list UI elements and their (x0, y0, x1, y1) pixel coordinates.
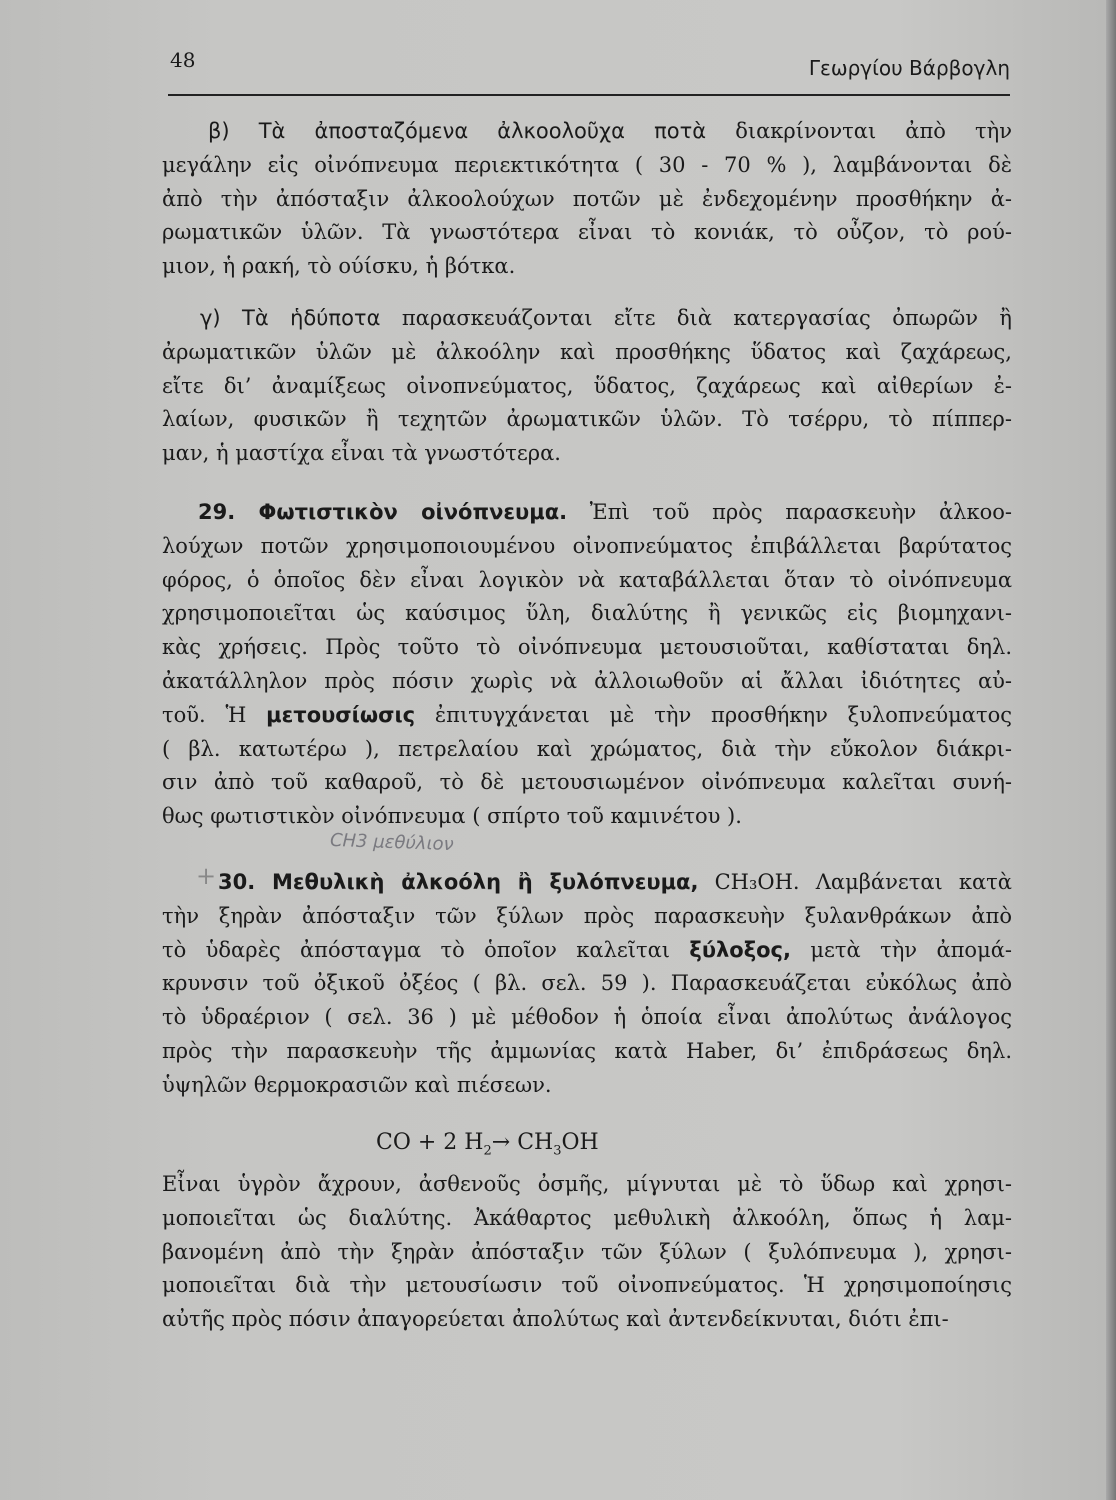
text-line (162, 183, 1012, 217)
text-segment: μοποιεῖται ὡς διαλύτης. Ἀκάθαρτος μεθυλικὴ ἀλκοόλη, ὅπως ἡ λαμ- (162, 1205, 1012, 1230)
text-line (162, 733, 1012, 767)
text-segment: ὑψηλῶν θερμοκρασιῶν καὶ πιέσεων. (162, 1072, 552, 1097)
text-line (162, 336, 1012, 370)
equation-lhs-subscript: 2 (483, 1143, 492, 1159)
text-segment: γ) Τὰ ἡδύποτα (200, 306, 381, 330)
text-segment: β) Τὰ ἀποσταζόμενα ἀλκοολοῦχα ποτὰ (208, 119, 707, 143)
text-segment: τὸ ὑδραέριον ( σελ. 36 ) μὲ μέθοδον ἡ ὁποία εἶναι ἀπολύτως ἀνάλογος (162, 1005, 1012, 1030)
header-rule (168, 94, 1010, 96)
text-segment: διακρίνονται ἀπὸ τὴν (706, 119, 1012, 143)
page-number: 48 (170, 48, 196, 72)
text-segment: μαν, ἡ μαστίχα εἶναι τὰ γνωστότερα. (162, 441, 561, 466)
text-segment: εἴτε δι’ ἀναμίξεως οἰνοπνεύματος, ὕδατος, ζαχάρεως καὶ αἰθερίων ἐ- (162, 373, 1012, 398)
text-segment: λαίων, φυσικῶν ἢ τεχητῶν ἀρωματικῶν ὑλῶν. Τὸ τσέρρυ, τὸ πίππερ- (162, 407, 1012, 432)
text-line (162, 900, 1012, 934)
text-segment: χρησιμοποιεῖται ὡς καύσιμος ὕλη, διαλύτης ἢ γενικῶς εἰς βιομηχανι- (162, 601, 1012, 626)
text-line (162, 403, 1012, 437)
text-segment: πρὸς τὴν παρασκευὴν τῆς ἀμμωνίας κατὰ Haber, δι’ ἐπιδράσεως δηλ. (162, 1038, 1012, 1063)
text-segment: κὰς χρήσεις. Πρὸς τοῦτο τὸ οἰνόπνευμα μετουσιοῦται, καθίσταται δηλ. (162, 635, 1012, 660)
text-segment: μεγάλην εἰς οἰνόπνευμα περιεκτικότητα ( 30 - 70 % ), λαμβάνονται δὲ (162, 152, 1012, 177)
text-line (162, 597, 1012, 631)
text-line (162, 1269, 1012, 1303)
text-line (162, 866, 1012, 900)
equation-arrow: → (491, 1130, 511, 1155)
text-segment: μετὰ τὴν ἀπομά- (791, 937, 1012, 962)
text-segment: CH₃OH. Λαμβάνεται κατὰ (698, 870, 1012, 894)
closing-paragraph (162, 1168, 1012, 1337)
text-line (162, 1303, 1012, 1337)
text-segment: μοποιεῖται διὰ τὴν μετουσίωσιν τοῦ οἰνοπνεύματος. Ἡ χρησιμοποίησις (162, 1273, 1012, 1298)
equation-rhs: CH (517, 1130, 554, 1155)
bold-term: ξύλοξος, (689, 937, 791, 962)
text-segment: παρασκευάζονται εἴτε διὰ κατεργασίας ὀπωρῶν ἢ (380, 306, 1012, 330)
text-line (162, 800, 1012, 834)
text-line (162, 530, 1012, 564)
text-line (162, 437, 1012, 471)
text-line (162, 631, 1012, 665)
pencil-mark: + (196, 862, 217, 890)
text-line (162, 1168, 1012, 1202)
text-line (162, 370, 1012, 404)
text-segment: ἀρωματικῶν ὑλῶν μὲ ἀλκοόλην καὶ προσθήκης ὕδατος καὶ ζαχάρεως, (162, 339, 1012, 364)
handwritten-note: CH3 μεθύλιον (329, 829, 455, 856)
text-line (162, 967, 1012, 1001)
text-segment: ἐπιτυγχάνεται μὲ τὴν προσθήκην ξυλοπνεύματος (415, 702, 1012, 727)
text-line (162, 934, 1012, 968)
text-segment: θως φωτιστικὸν οἰνόπνευμα ( σπίρτο τοῦ καμινέτου ). (162, 804, 742, 829)
text-line (162, 1001, 1012, 1035)
text-segment: βανομένη ἀπὸ τὴν ξηρὰν ἀπόσταξιν τῶν ξύλων ( ξυλόπνευμα ), χρησι- (162, 1239, 1012, 1264)
text-segment: τὴν ξηρὰν ἀπόσταξιν τῶν ξύλων πρὸς παρασκευὴν ξυλανθράκων ἀπὸ (162, 903, 1012, 928)
page-edge-shadow (1106, 0, 1116, 1500)
paragraph-beta (162, 115, 1012, 284)
text-segment: κρυνσιν τοῦ ὀξικοῦ ὀξέος ( βλ. σελ. 59 ). Παρασκευάζεται εὐκόλως ἀπὸ (162, 971, 1012, 996)
text-line (162, 1069, 1012, 1103)
equation-rhs-end: OH (561, 1130, 599, 1155)
text-line (162, 115, 1012, 149)
text-line (162, 149, 1012, 183)
text-segment: ἀκατάλληλον πρὸς πόσιν χωρὶς νὰ ἀλλοιωθοῦν αἱ ἄλλαι ἰδιότητες αὐ- (162, 668, 1012, 693)
text-segment: αὐτῆς πρὸς πόσιν ἀπαγορεύεται ἀπολύτως καὶ ἀντενδείκνυται, διότι ἐπι- (162, 1307, 949, 1332)
text-segment: ρωματικῶν ὑλῶν. Τὰ γνωστότερα εἶναι τὸ κονιάκ, τὸ οὖζον, τὸ ρού- (162, 220, 1012, 245)
bold-term: 29. Φωτιστικὸν οἰνόπνευμα. (198, 500, 568, 524)
text-segment: ( βλ. κατωτέρω ), πετρελαίου καὶ χρώματος, διὰ τὴν εὔκολον διάκρι- (162, 736, 1012, 761)
text-line (162, 216, 1012, 250)
running-head: Γεωργίου Βάρβογλη (808, 56, 1010, 80)
text-line (162, 665, 1012, 699)
section-30-paragraph (162, 866, 1012, 1103)
text-line (162, 302, 1012, 336)
paragraph-gamma (162, 302, 1012, 471)
text-line (162, 1035, 1012, 1069)
bold-term: 30. Μεθυλικὴ ἀλκοόλη ἢ ξυλόπνευμα, (218, 870, 699, 894)
text-line (162, 1236, 1012, 1270)
text-segment: Ἐπὶ τοῦ πρὸς παρασκευὴν ἀλκοο- (567, 500, 1012, 524)
equation-rhs-subscript: 3 (553, 1143, 562, 1159)
text-segment: τὸ ὑδαρὲς ἀπόσταγμα τὸ ὁποῖον καλεῖται (162, 937, 690, 962)
text-segment: φόρος, ὁ ὁποῖος δὲν εἶναι λογικὸν νὰ καταβάλλεται ὅταν τὸ οἰνόπνευμα (162, 567, 1012, 592)
chemical-equation (376, 1130, 599, 1158)
equation-lhs: CO + 2 H (376, 1130, 484, 1155)
text-segment: τοῦ. Ἡ (162, 702, 267, 727)
text-line (162, 1202, 1012, 1236)
text-line (162, 564, 1012, 598)
text-segment: σιν ἀπὸ τοῦ καθαροῦ, τὸ δὲ μετουσιωμένον οἰνόπνευμα καλεῖται συνή- (162, 770, 1012, 795)
text-line (162, 699, 1012, 733)
text-line (162, 496, 1012, 530)
text-segment: λούχων ποτῶν χρησιμοποιουμένου οἰνοπνεύματος ἐπιβάλλεται βαρύτατος (162, 533, 1012, 558)
text-segment: μιον, ἡ ρακή, τὸ ούίσκυ, ἡ βότκα. (162, 254, 516, 279)
text-line (162, 250, 1012, 284)
bold-term: μετουσίωσις (266, 702, 416, 727)
text-segment: Εἶναι ὑγρὸν ἄχρουν, ἀσθενοῦς ὀσμῆς, μίγνυται μὲ τὸ ὕδωρ καὶ χρησι- (162, 1172, 1012, 1196)
text-line (162, 766, 1012, 800)
text-segment: ἀπὸ τὴν ἀπόσταξιν ἀλκοολούχων ποτῶν μὲ ἐνδεχομένην προσθήκην ἀ- (162, 186, 1012, 211)
section-29-paragraph (162, 496, 1012, 834)
